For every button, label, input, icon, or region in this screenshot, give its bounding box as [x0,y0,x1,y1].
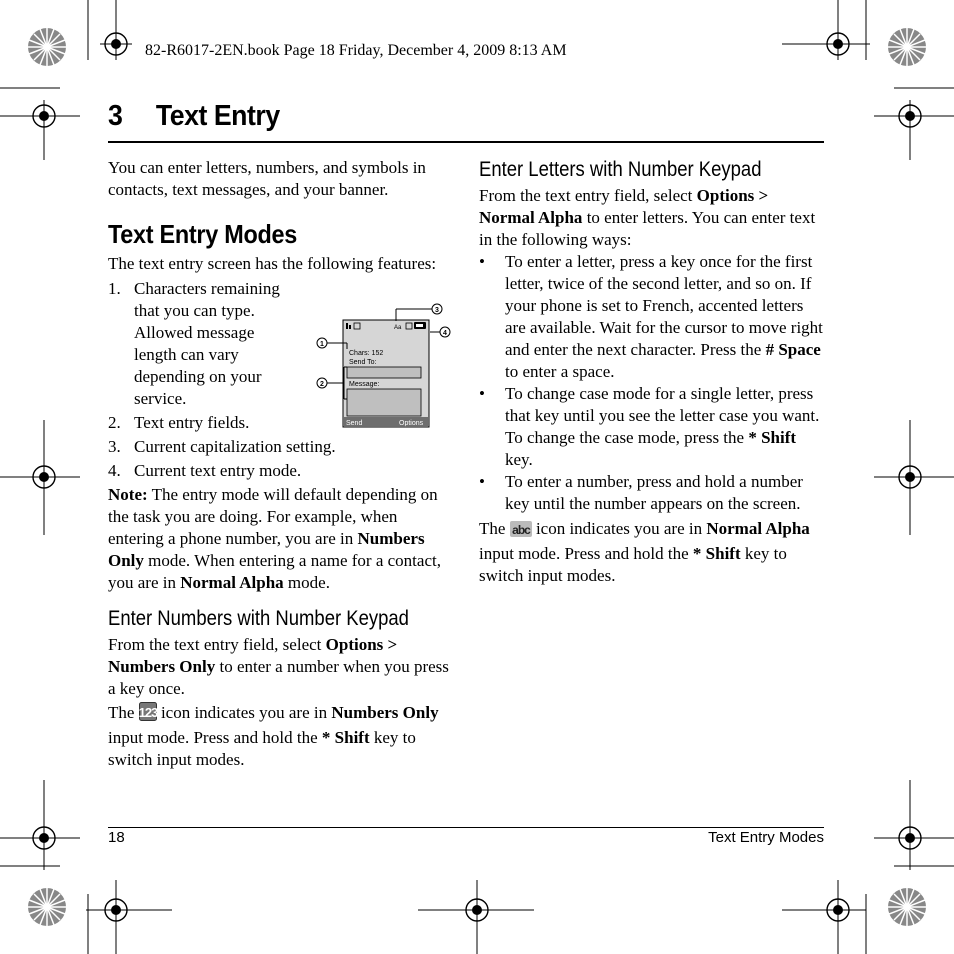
letters-paragraph-2 [479,518,825,587]
bullet-marker: • [479,252,485,271]
bullet-text: to enter a space. [505,362,615,381]
body-text: The [479,519,510,538]
note-text: mode. [283,573,330,592]
body-text: The [108,703,139,722]
letters-heading: Enter Letters with Number Keypad [479,158,762,181]
feature-number: 2. [108,413,121,432]
feature-text: Text entry fields. [134,413,250,432]
note-text: The entry mode will default depending on the task you are doing. For example, when entering a phone number, you are in [108,485,438,548]
message-field [347,389,421,416]
letters-paragraph-1 [479,185,825,251]
case-indicator: Aa [394,325,402,331]
callout-1: 1 [320,341,324,348]
chapter-number: 3 [108,100,123,132]
svg-text:abc: abc [511,523,530,537]
feature-item [108,460,453,482]
modes-intro: The text entry screen has the following features: [108,254,437,273]
body-text: to enter letters. You can enter text in the following ways: [479,208,816,249]
chapter-rule [108,141,824,143]
body-bold: * Shift [692,544,741,563]
bullet-bold: # Space [765,340,821,359]
numbers-paragraph-2 [108,702,453,771]
abc-mode-icon [510,521,532,543]
callout-3: 3 [435,307,439,314]
bullet-item [479,471,825,515]
body-text: to enter a number when you press a key once. [108,657,449,698]
body-text: input mode. Press and hold the [479,544,693,563]
feature-number: 3. [108,437,121,456]
numbers-paragraph-1 [108,634,453,700]
chapter-heading [108,100,767,133]
footer-rule [108,827,824,828]
body-text: icon indicates you are in [156,703,332,722]
feature-item [108,278,299,410]
message-label: Message: [349,381,380,388]
feature-text: Current capitalization setting. [134,437,336,456]
chapter-title: Text Entry [155,100,280,132]
feature-text: Characters remaining that you can type. Allowed message length can vary depending on your service. [134,279,280,408]
bullet-marker: • [479,472,485,491]
feature-number: 4. [108,461,121,480]
phone-screen-illustration [313,301,458,431]
body-bold: Normal Alpha [706,519,810,538]
numbers-heading: Enter Numbers with Number Keypad [108,607,409,630]
softkey-send: Send [346,420,363,427]
print-header: 82-R6017-2EN.book Page 18 Friday, December 4, 2009 8:13 AM [145,42,567,59]
bullet-item [479,251,825,383]
body-text: input mode. Press and hold the [108,728,322,747]
send-to-field [347,367,421,378]
body-text: key to switch input modes. [108,728,416,769]
body-text: key to switch input modes. [479,544,787,585]
note-label: Note: [108,485,148,504]
body-text: From the text entry field, select [108,635,326,654]
callout-4: 4 [443,330,447,337]
intro-paragraph: You can enter letters, numbers, and symbols in contacts, text messages, and your banner. [108,158,426,199]
note-bold: Numbers Only [108,529,425,570]
note-bold: Normal Alpha [180,573,284,592]
body-bold: Options > Normal Alpha [479,186,769,227]
modes-heading: Text Entry Modes [108,219,297,249]
body-text: icon indicates you are in [531,519,707,538]
bullet-text: To enter a number, press and hold a number key until the number appears on the screen. [505,472,803,513]
bullet-text: To change case mode for a single letter, press that key until you see the letter case you want. To change the case mode, press the [505,384,820,447]
footer-page-number: 18 [108,829,125,846]
bullet-text: key. [505,450,533,469]
bullet-item [479,383,825,471]
softkey-options: Options [399,420,424,427]
svg-text:123: 123 [138,705,157,720]
text-entry-screen-figure [313,301,458,431]
bullet-bold: * Shift [748,428,797,447]
123-mode-icon [139,702,157,727]
send-to-label: Send To: [349,359,377,366]
callout-2: 2 [320,381,324,388]
body-bold: Numbers Only [331,703,439,722]
right-column [479,157,825,587]
bullet-text: To enter a letter, press a key once for the first letter, twice of the second letter, and so on. If your phone is set to French, accented letters are available. Wait for the cursor to move right and enter the next character. Press the [505,252,823,359]
feature-text: Current text entry mode. [134,461,302,480]
note-text: mode. When entering a name for a contact, you are in [108,551,441,592]
footer-section-title: Text Entry Modes [708,829,824,846]
body-bold: Options > Numbers Only [108,635,398,676]
chars-label: Chars: 152 [349,350,384,357]
feature-number: 1. [108,279,121,298]
bullet-marker: • [479,384,485,403]
feature-item [108,436,453,458]
note-paragraph [108,484,453,594]
body-text: From the text entry field, select [479,186,697,205]
left-column [108,157,453,771]
body-bold: * Shift [321,728,370,747]
